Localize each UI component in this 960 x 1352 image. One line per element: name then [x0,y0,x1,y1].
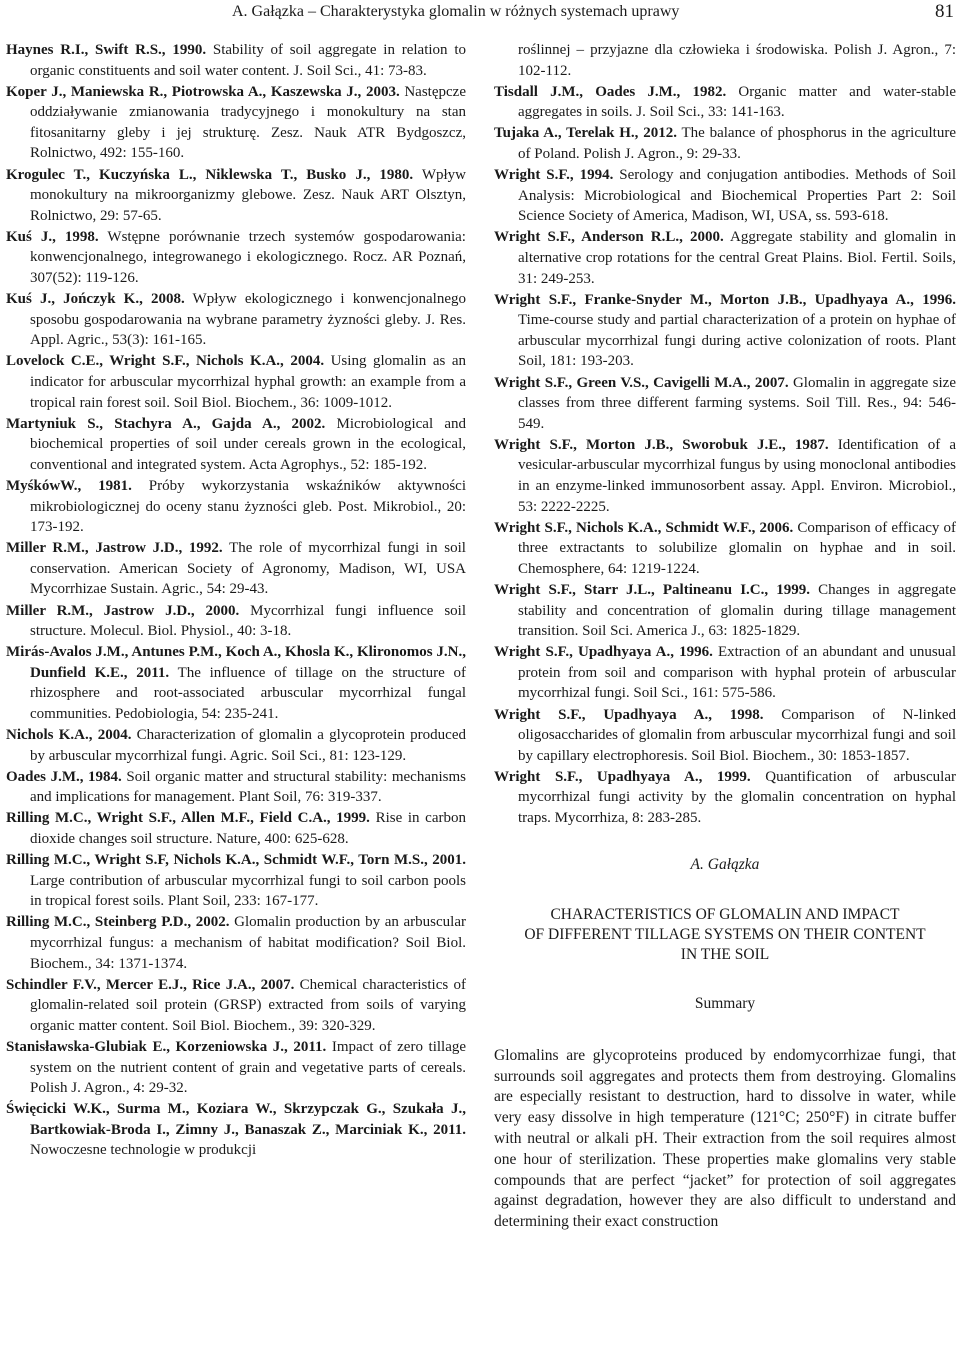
reference-text: Glomalin in aggregate size classes from three different farming systems. Soil Till. Res., 94: 546-549. [518,374,956,432]
reference-text: Comparison of N-linked oligosaccharides of glomalin from arbuscular mycorrhizal fungi and soil by capillary electrophoresis. Soil Biol. Biochem., 30: 1853-1857. [518,706,956,764]
reference-authors: Wright S.F., Upadhyaya A., 1999. [494,768,751,785]
reference-entry [6,1099,466,1161]
reference-entry [6,912,466,974]
reference-text: Changes in aggregate stability and concentration of glomalin during tillage management transition. Soil Sci. America J., 63: 1825-1829. [518,581,956,640]
reference-text: Comparison of efficacy of three extractants to solubilize glomalin on hyphae and in soil. Chemosphere, 64: 1219-1224. [518,519,956,577]
reference-entry [494,165,956,227]
reference-text: Quantification of arbuscular mycorrhizal fungi activity by the glomalin concentration on hyphal traps. Mycorrhiza, 8: 283-285. [518,768,956,826]
reference-entry [494,290,956,372]
reference-entry [6,40,466,81]
reference-authors: Wright S.F., Green V.S., Cavigelli M.A., 2007. [494,374,789,391]
reference-text: Rise in carbon dioxide changes soil structure. Nature, 400: 625-628. [30,810,466,848]
reference-authors: MyśkówW., 1981. [6,477,132,494]
reference-text: Identification of a vesicular-arbuscular mycorrhizal fungus by using monoclonal antibodies in an enzyme-linked immunosorbent assay. Appl. Environ. Microbiol., 53: 2222-2225. [518,436,956,515]
reference-text: Następcze oddziaływanie zmianowania tradycyjnego i monokultury na stan fitosanitarny gleby i jej strukturę. Zesz. Nauk ATR Bydgoszcz, Rolnictwo, 492: 155-160. [30,83,466,162]
reference-entry [494,227,956,289]
reference-entry [494,705,956,767]
reference-entry [6,82,466,164]
page-number: 81 [935,1,954,22]
reference-authors: Święcicki W.K., Surma M., Koziara W., Skrzypczak G., Szukała J., Bartkowiak-Broda I., Zimny J., Banaszak Z., Marciniak K., 2011. [6,1101,466,1138]
reference-authors: Wright S.F., Starr J.L., Paltineanu I.C., 1999. [494,581,810,598]
summary-author: A. Gałązka [690,855,760,873]
summary-text: Glomalins are glycoproteins produced by endomycorrhizae fungi, that surrounds soil aggregates and protects them from destroying. Glomalins are especially resistant to destruction, hard to dissolve in water, while very easy dissolve in high temperature (121°C; 250°F) in citrate buffer with neutral or alkali pH. Their extraction from the soil requires almost one hour of sterilization. These properties make glomalins very stable compounds that are perfect “jacket” for protection of soil aggregates against degradation, however they are also difficult to understand and determining their exact construction [494,1046,956,1231]
reference-text: Wstępne porównanie trzech systemów gospodarowania: konwencjonalnego, integrowanego i ekologicznego. Rocz. AR Poznań, 307(52): 119-126. [30,228,466,287]
reference-text: Impact of zero tillage system on the nutrient content of grain and vegetative parts of cereals. Polish J. Agron., 4: 29-32. [30,1039,467,1097]
reference-authors: Martyniuk S., Stachyra A., Gajda A., 2002. [6,415,326,432]
reference-authors: Wright S.F., Upadhyaya A., 1998. [494,706,764,723]
reference-authors: Oades J.M., 1984. [6,768,122,785]
reference-entry [6,476,466,538]
reference-entry [6,975,466,1037]
reference-authors: Miller R.M., Jastrow J.D., 2000. [6,602,240,619]
reference-authors: Schindler F.V., Mercer E.J., Rice J.A., 2007. [6,976,295,993]
reference-authors: Rilling M.C., Wright S.F., Allen M.F., Field C.A., 1999. [6,810,370,827]
reference-entry [494,518,956,580]
reference-text: The influence of tillage on the structure of rhizosphere and root-associated arbuscular mycorrhizal fungal communities. Pedobiologia, 54: 235-241. [30,664,466,722]
english-title-line-2: OF DIFFERENT TILLAGE SYSTEMS ON THEIR CONTENT [524,926,926,944]
right-column [494,40,956,1248]
reference-authors: Wright S.F., Franke-Snyder M., Morton J.B., Upadhyaya A., 1996. [494,291,956,308]
reference-entry [494,123,956,164]
reference-authors: Nichols K.A., 2004. [6,727,132,744]
reference-authors: Stanisławska-Glubiak E., Korzeniowska J., 2011. [6,1039,327,1055]
english-title-line-3: IN THE SOIL [680,946,770,964]
reference-text: Large contribution of arbuscular mycorrhizal fungi to soil carbon pools in tropical forest soils. Plant Soil, 233: 167-177. [30,872,466,910]
reference-text: Chemical characteristics of glomalin-related soil protein (GRSP) extracted from soils of varying organic matter content. Soil Biol. Biochem., 39: 320-329. [30,976,466,1034]
reference-authors: Haynes R.I., Swift R.S., 1990. [6,42,207,58]
reference-text: Stability of soil aggregate in relation to organic constituents and soil water content. J. Soil Sci., 41: 73-83. [30,42,467,79]
reference-entry [6,1037,466,1099]
reference-entry [6,601,466,642]
reference-text: Time-course study and partial characterization of a protein on hyphae of arbuscular mycorrhizal fungi during active colonization of roots. Plant Soil, 181: 193-203. [518,312,956,370]
reference-entry [494,767,956,829]
reference-authors: Tisdall J.M., Oades J.M., 1982. [494,83,727,100]
reference-text: Mycorrhizal fungi influence soil structure. Molecul. Biol. Physiol., 40: 3-18. [30,602,466,640]
reference-entry [6,165,466,227]
reference-text: Serology and conjugation antibodies. Methods of Soil Analysis: Microbiological and Biochemical Properties Part 2: Soil Science Society of America, Madison, WI, USA, ss. 593-618. [518,167,956,225]
reference-text: The balance of phosphorus in the agriculture of Poland. Polish J. Agron., 9: 29-33. [518,125,956,162]
reference-text: Aggregate stability and glomalin in alternative crop rotations for the central Great Plains. Biol. Fertil. Soils, 31: 249-253. [518,229,956,287]
reference-authors: Wright S.F., Upadhyaya A., 1996. [494,644,713,661]
reference-authors: Lovelock C.E., Wright S.F., Nichols K.A., 2004. [6,353,325,370]
left-column [6,40,466,1162]
reference-text: Using glomalin as an indicator for arbuscular mycorrhizal hyphal growth: an example from a tropical rain forest soil. Soil Biol. Biochem., 36: 1009-1012. [30,353,466,411]
reference-entry [6,808,466,849]
reference-text: Próby wykorzystania wskaźników aktywności mikrobiologicznej do oceny stanu żyzności gleb. Post. Mikrobiol., 20: 173-192. [30,477,467,536]
reference-entry [6,414,466,476]
reference-authors: Wright S.F., Morton J.B., Sworobuk J.E., 1987. [494,436,829,453]
reference-authors: Miller R.M., Jastrow J.D., 1992. [6,540,223,557]
reference-entry [6,642,466,724]
running-title: A. Gałązka – Charakterystyka glomalin w różnych systemach uprawy [232,3,680,20]
reference-authors: Wright S.F., 1994. [494,167,614,184]
reference-text: The role of mycorrhizal fungi in soil conservation. American Society of Agronomy, Madison, WI, USA Mycorrhizae Sustain. Agric., 54: 29-43. [30,540,466,598]
reference-entry [494,82,956,123]
reference-entry [6,538,466,600]
reference-authors: Kuś J., Jończyk K., 2008. [6,291,185,308]
reference-authors: Tujaka A., Terelak H., 2012. [494,125,677,142]
reference-text: Wpływ monokultury na mikroorganizmy glebowe. Zesz. Nauk ART Olsztyn, Rolnictwo, 29: 57-65. [30,166,466,224]
reference-entry [6,850,466,912]
reference-entry [494,580,956,642]
english-title-line-1: CHARACTERISTICS OF GLOMALIN AND IMPACT [550,906,900,924]
reference-authors: Rilling M.C., Wright S.F, Nichols K.A., Schmidt W.F., Torn M.S., 2001. [6,852,466,869]
reference-authors: Mirás-Avalos J.M., Antunes P.M., Koch A., Khosla K., Klironomos J.N., Dunfield K.E., 2011. [6,644,466,681]
summary-heading: Summary [694,995,756,1013]
reference-entry [6,725,466,766]
reference-authors: Wright S.F., Anderson R.L., 2000. [494,229,724,246]
reference-entry [6,767,466,808]
running-header [0,2,960,28]
reference-text: Microbiological and biochemical properties of soil under cereals grown in the ecological, conventional and integrated system. Acta Agrophys., 52: 185-192. [30,415,466,473]
reference-text: Characterization of glomalin a glycoprotein produced by arbuscular mycorrhizal fungi. Agric. Soil Sci., 81: 123-129. [30,727,466,764]
reference-authors: Krogulec T., Kuczyńska L., Niklewska T., Busko J., 1980. [6,166,414,183]
reference-text: Wpływ ekologicznego i konwencjonalnego sposobu gospodarowania na wybrane parametry żyzności gleby. J. Res. Appl. Agric., 53(3): 161-165. [30,291,466,349]
reference-text: Nowoczesne technologie w produkcji [30,1142,257,1159]
reference-text: Organic matter and water-stable aggregates in soils. J. Soil Sci., 33: 141-163. [518,83,956,121]
reference-entry [494,642,956,704]
reference-entry [494,435,956,517]
reference-text: Soil organic matter and structural stability: mechanisms and implications for management. Plant Soil, 76: 319-337. [30,768,466,806]
reference-entry [6,289,466,351]
reference-authors: Kuś J., 1998. [6,228,99,245]
reference-authors: Wright S.F., Nichols K.A., Schmidt W.F., 2006. [494,519,794,536]
reference-entry [494,373,956,435]
reference-continuation: roślinnej – przyjazne dla człowieka i środowiska. Polish J. Agron., 7: 102-112. [518,42,956,79]
reference-authors: Rilling M.C., Steinberg P.D., 2002. [6,914,230,931]
reference-entry [6,227,466,289]
english-title [494,905,956,965]
reference-authors: Koper J., Maniewska R., Piotrowska A., Kaszewska J., 2003. [6,83,400,100]
reference-entry [6,351,466,413]
reference-text: Glomalin production by an arbuscular mycorrhizal fungus: a mechanism of habitat modification? Soil Biol. Biochem., 34: 1371-1374. [30,914,466,972]
reference-text: Extraction of an abundant and unusual protein from soil and comparison with hyphal protein of arbuscular mycorrhizal fungi. Soil Sci., 161: 575-586. [518,644,956,702]
